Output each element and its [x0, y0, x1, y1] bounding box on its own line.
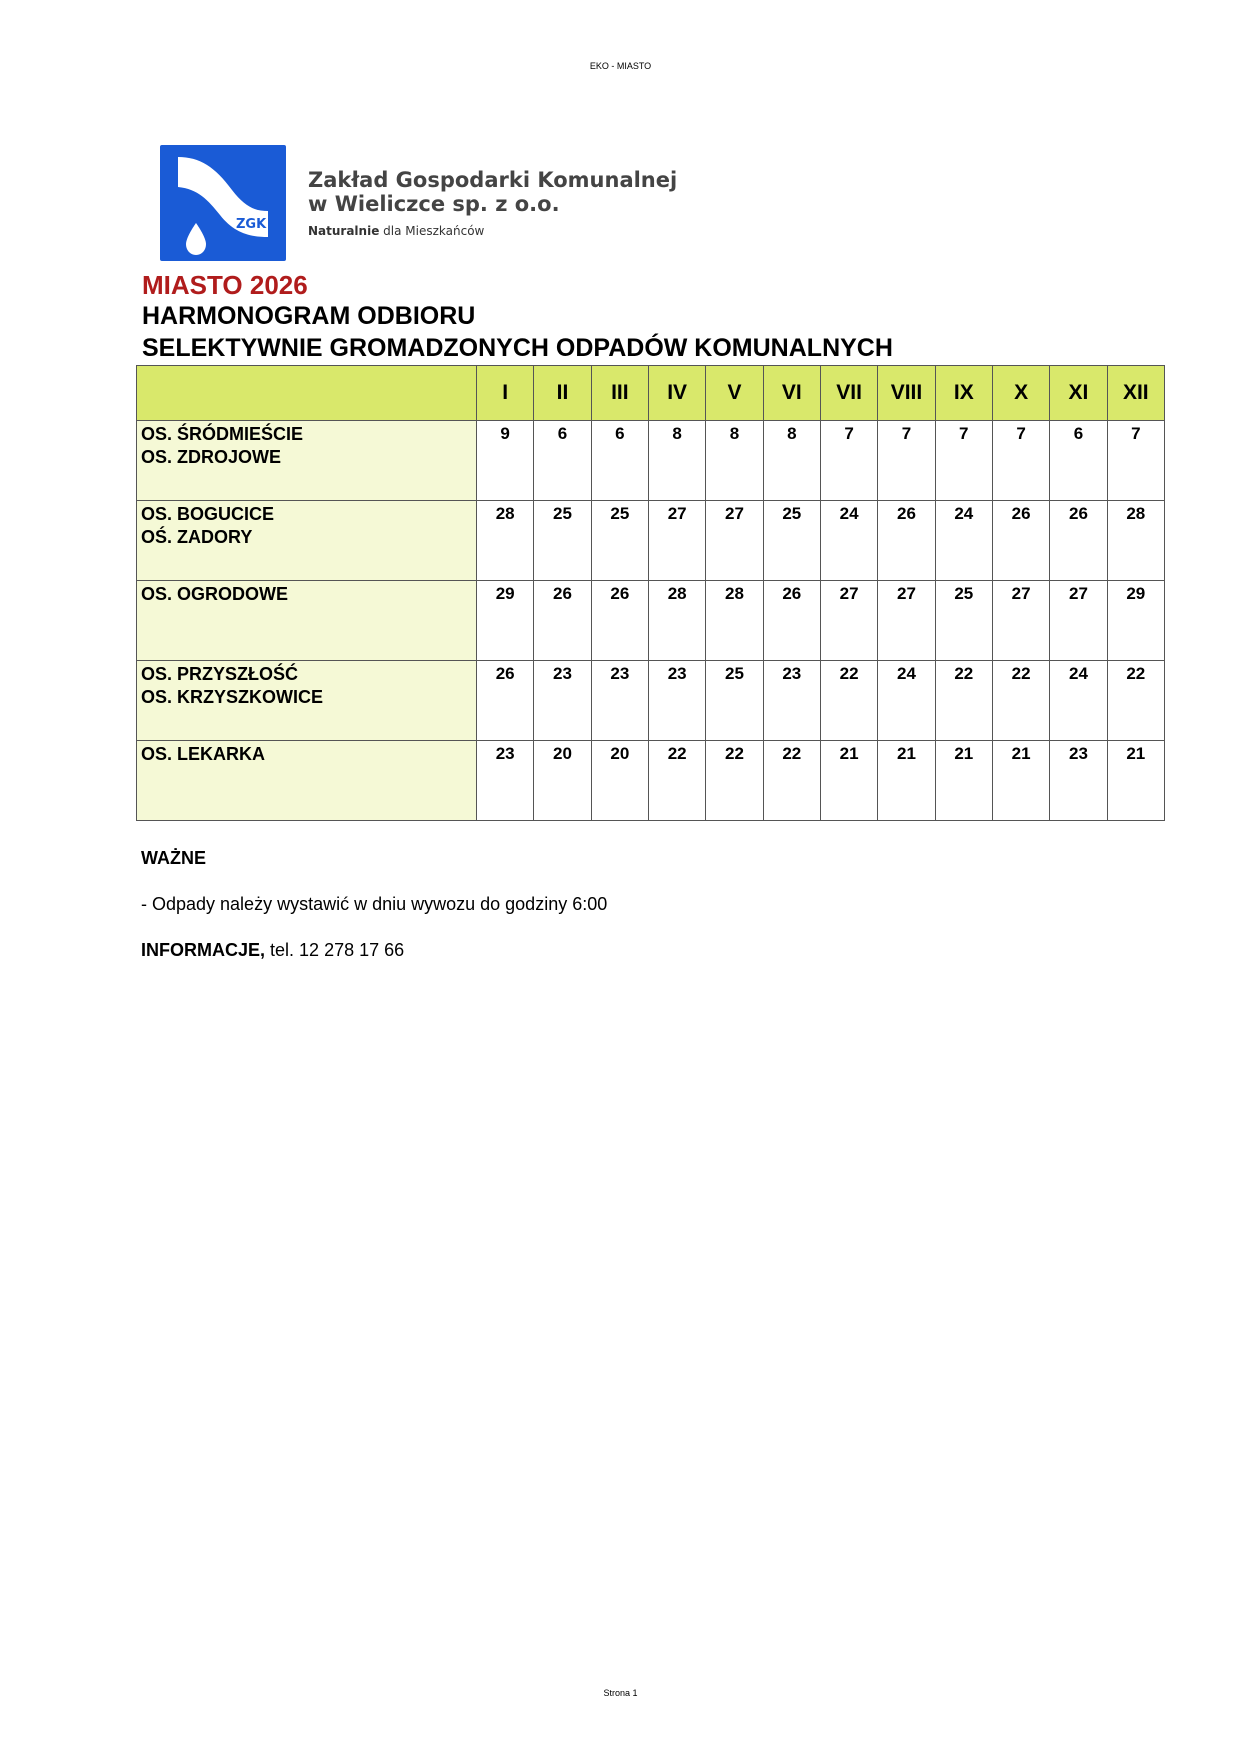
pickup-day-cell: 24: [820, 501, 877, 581]
pickup-day-cell: 28: [706, 581, 763, 661]
pickup-day-cell: 7: [935, 421, 992, 501]
area-cell: [137, 421, 477, 501]
month-header: II: [534, 366, 591, 421]
pickup-day-cell: 6: [591, 421, 648, 501]
pickup-day-cell: 26: [591, 581, 648, 661]
pickup-day-cell: 23: [763, 661, 820, 741]
table-row: [137, 501, 1165, 581]
pickup-day-cell: 29: [477, 581, 534, 661]
pickup-day-cell: 8: [763, 421, 820, 501]
area-cell: [137, 661, 477, 741]
tagline-bold: Naturalnie: [308, 224, 380, 238]
pickup-day-cell: 8: [706, 421, 763, 501]
info-phone: tel. 12 278 17 66: [270, 940, 405, 960]
month-header: XII: [1107, 366, 1164, 421]
pickup-day-cell: 25: [706, 661, 763, 741]
pickup-day-cell: 6: [534, 421, 591, 501]
schedule-table: [136, 365, 1165, 821]
pickup-day-cell: 21: [935, 741, 992, 821]
schedule-title-line2: SELEKTYWNIE GROMADZONYCH ODPADÓW KOMUNALNYCH: [142, 334, 893, 362]
important-heading: WAŻNE: [141, 848, 206, 868]
month-header: XI: [1050, 366, 1107, 421]
table-row: [137, 661, 1165, 741]
pickup-day-cell: 27: [992, 581, 1049, 661]
pickup-day-cell: 8: [648, 421, 705, 501]
pickup-day-cell: 28: [477, 501, 534, 581]
pickup-day-cell: 23: [477, 741, 534, 821]
pickup-day-cell: 9: [477, 421, 534, 501]
pickup-day-cell: 24: [878, 661, 935, 741]
pickup-day-cell: 22: [763, 741, 820, 821]
pickup-day-cell: 27: [648, 501, 705, 581]
pickup-day-cell: 29: [1107, 581, 1164, 661]
month-header: VIII: [878, 366, 935, 421]
pickup-day-cell: 24: [935, 501, 992, 581]
pickup-day-cell: 26: [477, 661, 534, 741]
table-row: [137, 421, 1165, 501]
pickup-day-cell: 20: [534, 741, 591, 821]
month-header-row: [137, 366, 1165, 421]
pickup-day-cell: 26: [534, 581, 591, 661]
pickup-day-cell: 21: [1107, 741, 1164, 821]
company-name: [308, 168, 677, 238]
pickup-day-cell: 23: [534, 661, 591, 741]
area-name-line1: OS. BOGUCICE: [141, 504, 275, 524]
pickup-day-cell: 21: [992, 741, 1049, 821]
table-row: [137, 581, 1165, 661]
area-cell: [137, 501, 477, 581]
pickup-day-cell: 22: [706, 741, 763, 821]
page-header: EKO - MIASTO: [589, 61, 652, 71]
month-header: VII: [820, 366, 877, 421]
pickup-day-cell: 27: [820, 581, 877, 661]
month-header: X: [992, 366, 1049, 421]
pickup-day-cell: 26: [992, 501, 1049, 581]
pickup-day-cell: 23: [648, 661, 705, 741]
area-cell: [137, 741, 477, 821]
tagline-rest: dla Mieszkańców: [383, 224, 485, 238]
pickup-day-cell: 24: [1050, 661, 1107, 741]
table-row: [137, 741, 1165, 821]
pickup-day-cell: 7: [992, 421, 1049, 501]
area-name-line2: OS. KRZYSZKOWICE: [141, 687, 324, 707]
instruction-text: - Odpady należy wystawić w dniu wywozu do godziny 6:00: [141, 894, 608, 914]
pickup-day-cell: 26: [763, 581, 820, 661]
pickup-day-cell: 27: [706, 501, 763, 581]
month-header: III: [591, 366, 648, 421]
city-year-title: MIASTO 2026: [142, 270, 308, 300]
area-cell: [137, 581, 477, 661]
pickup-day-cell: 6: [1050, 421, 1107, 501]
pickup-day-cell: 27: [1050, 581, 1107, 661]
pickup-day-cell: 28: [1107, 501, 1164, 581]
company-name-line2: w Wieliczce sp. z o.o.: [308, 192, 560, 216]
pickup-day-cell: 25: [935, 581, 992, 661]
pickup-day-cell: 25: [534, 501, 591, 581]
pickup-day-cell: 22: [935, 661, 992, 741]
pickup-day-cell: 27: [878, 581, 935, 661]
pickup-day-cell: 22: [820, 661, 877, 741]
pickup-day-cell: 7: [1107, 421, 1164, 501]
schedule-title-line1: HARMONOGRAM ODBIORU: [142, 302, 476, 330]
pickup-day-cell: 26: [878, 501, 935, 581]
info-label: INFORMACJE,: [141, 940, 266, 960]
month-header: IX: [935, 366, 992, 421]
area-name-line1: OS. LEKARKA: [141, 744, 266, 764]
zgk-logo: [160, 145, 286, 261]
company-tagline: [308, 224, 677, 238]
pickup-day-cell: 21: [878, 741, 935, 821]
company-name-line1: Zakład Gospodarki Komunalnej: [308, 168, 678, 192]
area-name-line2: OŚ. ZADORY: [141, 527, 253, 547]
pickup-day-cell: 7: [820, 421, 877, 501]
pickup-day-cell: 28: [648, 581, 705, 661]
page-footer: Strona 1: [603, 1688, 638, 1698]
pickup-day-cell: 26: [1050, 501, 1107, 581]
pickup-day-cell: 25: [591, 501, 648, 581]
corner-cell: [137, 366, 477, 421]
pickup-day-cell: 20: [591, 741, 648, 821]
pickup-day-cell: 22: [648, 741, 705, 821]
month-header: I: [477, 366, 534, 421]
month-header: IV: [648, 366, 705, 421]
area-name-line1: OS. OGRODOWE: [141, 584, 289, 604]
pickup-day-cell: 23: [591, 661, 648, 741]
pickup-day-cell: 22: [992, 661, 1049, 741]
logo-text: ZGK: [236, 217, 267, 232]
pickup-day-cell: 21: [820, 741, 877, 821]
pickup-day-cell: 25: [763, 501, 820, 581]
pickup-day-cell: 7: [878, 421, 935, 501]
info-line: [141, 940, 404, 961]
pickup-day-cell: 22: [1107, 661, 1164, 741]
month-header: V: [706, 366, 763, 421]
pickup-day-cell: 23: [1050, 741, 1107, 821]
area-name-line2: OS. ZDROJOWE: [141, 447, 282, 467]
area-name-line1: OS. ŚRÓDMIEŚCIE: [141, 424, 304, 444]
area-name-line1: OS. PRZYSZŁOŚĆ: [141, 664, 299, 684]
month-header: VI: [763, 366, 820, 421]
